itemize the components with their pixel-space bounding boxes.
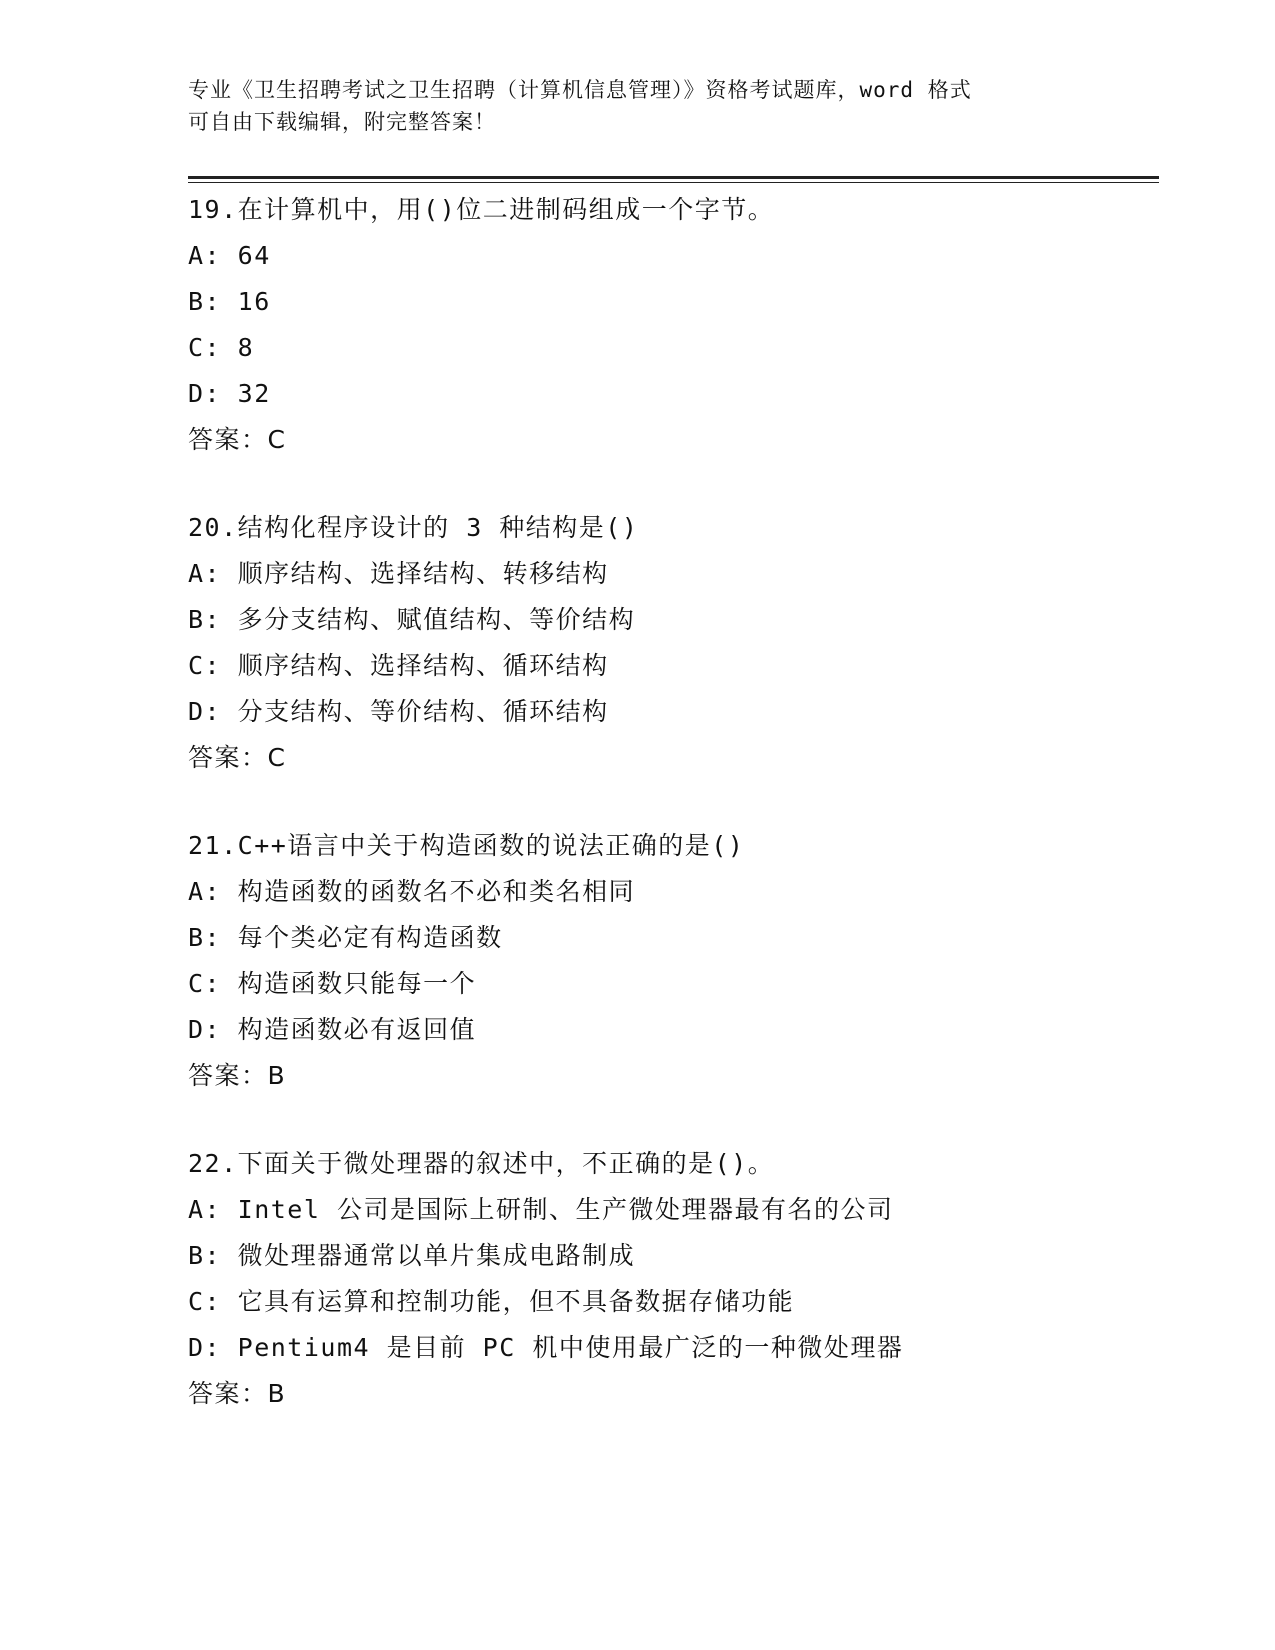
option-d: D: 构造函数必有返回值 xyxy=(188,1015,477,1044)
header-line-2: 可自由下载编辑，附完整答案！ xyxy=(188,110,496,134)
question-stem: 21.C++语言中关于构造函数的说法正确的是() xyxy=(188,831,745,860)
option-c: C: 顺序结构、选择结构、循环结构 xyxy=(188,651,609,680)
option-c: C: 它具有运算和控制功能，但不具备数据存储功能 xyxy=(188,1287,795,1316)
answer: 答案：C xyxy=(188,425,287,454)
option-d: D: 32 xyxy=(188,379,271,408)
option-b: B: 16 xyxy=(188,287,271,316)
answer: 答案：B xyxy=(188,1061,287,1090)
option-a: A: 顺序结构、选择结构、转移结构 xyxy=(188,559,609,588)
document-header xyxy=(188,74,1088,138)
option-a: A: Intel 公司是国际上研制、生产微处理器最有名的公司 xyxy=(188,1195,894,1224)
option-d: D: Pentium4 是目前 PC 机中使用最广泛的一种微处理器 xyxy=(188,1333,904,1362)
answer: 答案：C xyxy=(188,743,287,772)
option-c: C: 构造函数只能每一个 xyxy=(188,969,477,998)
question-stem: 19.在计算机中，用()位二进制码组成一个字节。 xyxy=(188,195,775,224)
answer: 答案：B xyxy=(188,1379,287,1408)
option-b: B: 多分支结构、赋值结构、等价结构 xyxy=(188,605,636,634)
option-d: D: 分支结构、等价结构、循环结构 xyxy=(188,697,609,726)
option-b: B: 微处理器通常以单片集成电路制成 xyxy=(188,1241,636,1270)
option-a: A: 构造函数的函数名不必和类名相同 xyxy=(188,877,636,906)
question-stem: 20.结构化程序设计的 3 种结构是() xyxy=(188,513,639,542)
header-line-1: 专业《卫生招聘考试之卫生招聘（计算机信息管理）》资格考试题库，word 格式 xyxy=(188,78,972,102)
question-21 xyxy=(188,823,1148,1099)
option-b: B: 每个类必定有构造函数 xyxy=(188,923,503,952)
header-divider-thin xyxy=(188,182,1159,183)
header-divider-thick xyxy=(188,176,1159,179)
option-a: A: 64 xyxy=(188,241,271,270)
question-20 xyxy=(188,505,1148,781)
question-19 xyxy=(188,187,1148,463)
question-stem: 22.下面关于微处理器的叙述中，不正确的是()。 xyxy=(188,1149,775,1178)
question-22 xyxy=(188,1141,1148,1417)
option-c: C: 8 xyxy=(188,333,255,362)
